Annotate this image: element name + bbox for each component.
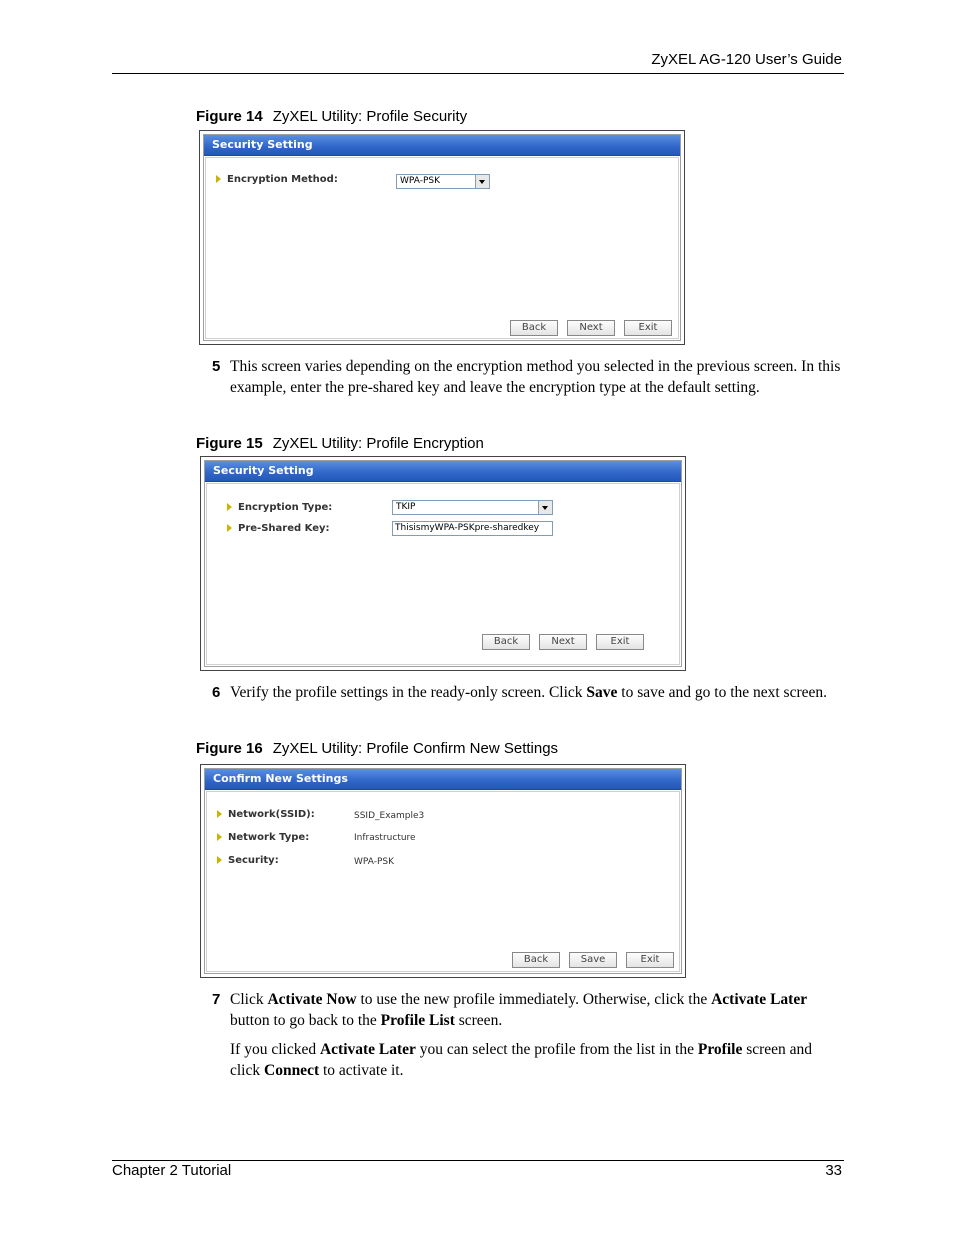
bullet-arrow-icon <box>227 524 232 532</box>
back-button[interactable]: Back <box>512 952 560 968</box>
back-button[interactable]: Back <box>482 634 530 650</box>
panel-body <box>206 791 680 972</box>
encryption-type-label: Encryption Type: <box>227 502 332 513</box>
network-type-value: Infrastructure <box>354 833 416 843</box>
figure-16-screenshot <box>200 764 686 978</box>
bullet-arrow-icon <box>227 503 232 511</box>
step-text: If you clicked Activate Later you can select the profile from the list in the Profile screen and click Connect to activate it. <box>230 1041 813 1079</box>
header-rule <box>112 73 844 74</box>
step-text: Click Activate Now to use the new profile immediately. Otherwise, click the Activate Later button to go back to the Profile List screen. <box>230 991 808 1029</box>
figure-14-caption <box>196 108 467 125</box>
footer-rule <box>112 1160 844 1161</box>
step-text: This screen varies depending on the encryption method you selected in the previous screen. In this example, enter the pre-shared key and leave the encryption type at the default setting. <box>230 358 841 396</box>
next-button[interactable]: Next <box>539 634 587 650</box>
encryption-method-label: Encryption Method: <box>216 174 338 185</box>
step-6 <box>212 683 842 704</box>
encryption-method-select[interactable]: WPA-PSK <box>396 174 490 189</box>
save-button[interactable]: Save <box>569 952 617 968</box>
panel-body <box>206 483 680 665</box>
chevron-down-icon[interactable] <box>475 175 489 188</box>
figure-title: ZyXEL Utility: Profile Security <box>272 108 468 125</box>
network-type-label: Network Type: <box>217 832 309 843</box>
figure-15-screenshot <box>200 456 686 671</box>
panel-title-bar <box>205 461 681 482</box>
pre-shared-key-label: Pre-Shared Key: <box>227 523 330 534</box>
figure-number: Figure 14 <box>196 108 263 125</box>
exit-button[interactable]: Exit <box>596 634 644 650</box>
page-number: 33 <box>825 1162 842 1179</box>
utility-window <box>204 460 682 667</box>
figure-number: Figure 15 <box>196 435 263 452</box>
network-ssid-value: SSID_Example3 <box>354 811 425 821</box>
bullet-arrow-icon <box>217 856 222 864</box>
figure-number: Figure 16 <box>196 740 263 757</box>
bullet-arrow-icon <box>217 833 222 841</box>
exit-button[interactable]: Exit <box>624 320 672 336</box>
figure-15-caption <box>196 435 484 452</box>
security-label: Security: <box>217 855 279 866</box>
panel-title: Confirm New Settings <box>213 772 348 785</box>
network-ssid-label: Network(SSID): <box>217 809 315 820</box>
panel-title-bar <box>204 135 680 156</box>
step-5 <box>212 357 842 398</box>
panel-body <box>205 157 679 339</box>
running-header: ZyXEL AG-120 User’s Guide <box>651 51 842 68</box>
pre-shared-key-input[interactable]: ThisismyWPA-PSKpre-sharedkey <box>392 521 553 536</box>
step-number: 7 <box>212 991 221 1008</box>
panel-title: Security Setting <box>213 464 314 477</box>
chevron-down-icon[interactable] <box>538 501 552 514</box>
figure-16-caption <box>196 740 558 757</box>
footer-chapter: Chapter 2 Tutorial <box>112 1162 232 1179</box>
encryption-type-select[interactable]: TKIP <box>392 500 553 515</box>
figure-title: ZyXEL Utility: Profile Confirm New Settings <box>272 740 559 757</box>
figure-14-screenshot <box>199 130 685 345</box>
exit-button[interactable]: Exit <box>626 952 674 968</box>
back-button[interactable]: Back <box>510 320 558 336</box>
step-7 <box>212 990 842 1031</box>
bullet-arrow-icon <box>217 810 222 818</box>
panel-title: Security Setting <box>212 138 313 151</box>
next-button[interactable]: Next <box>567 320 615 336</box>
figure-title: ZyXEL Utility: Profile Encryption <box>272 435 484 452</box>
step-number: 5 <box>212 358 221 375</box>
step-text: Verify the profile settings in the ready-only screen. Click Save to save and go to the next screen. <box>230 684 828 701</box>
panel-title-bar <box>205 769 681 790</box>
security-value: WPA-PSK <box>354 857 394 867</box>
step-number: 6 <box>212 684 221 701</box>
bullet-arrow-icon <box>216 175 221 183</box>
step-7-note <box>212 1040 842 1081</box>
utility-window <box>203 134 681 341</box>
utility-window <box>204 768 682 974</box>
